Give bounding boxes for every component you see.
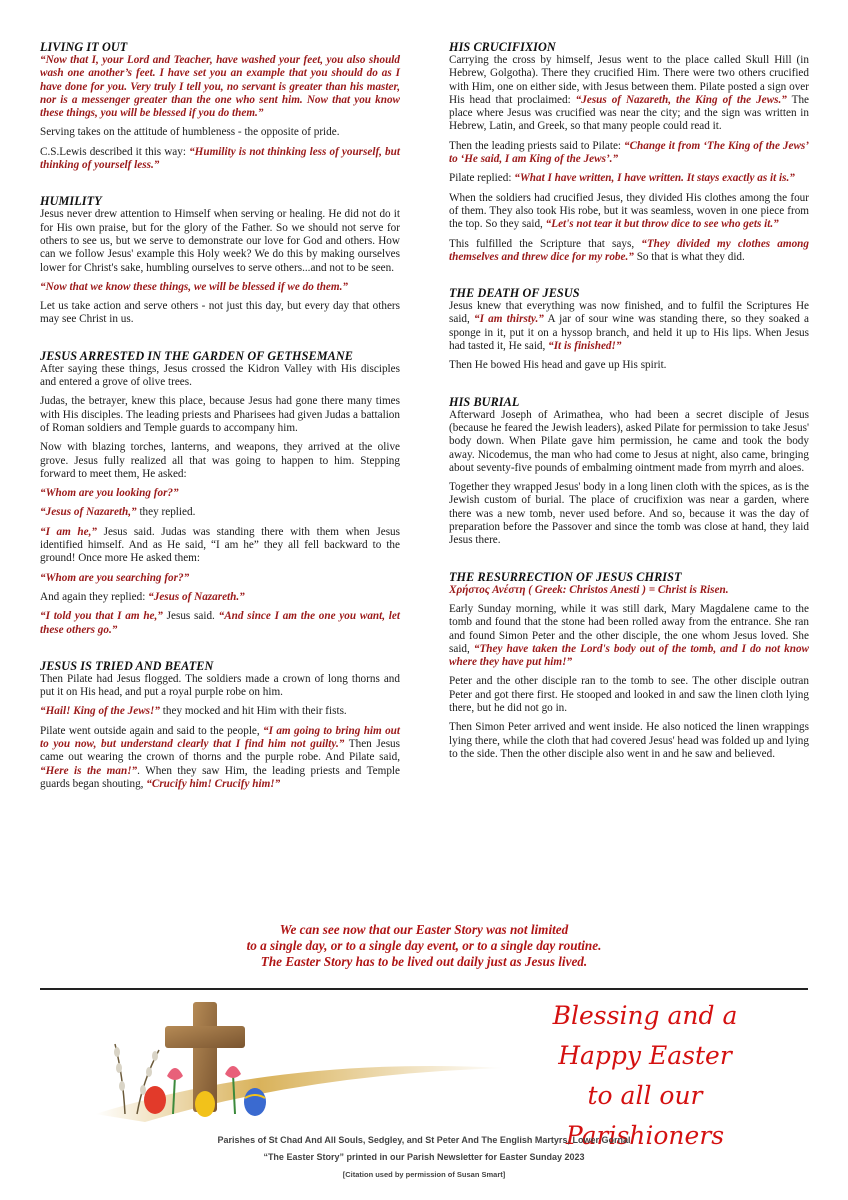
scripture-quote: “Now that I, your Lord and Teacher, have washed your feet, you also should wash one another’s feet. I have set you an example that you should do as I have done for you. Very truly I tell you, no servant is greater than his master, nor is a messenger greater than the one who sent him. Now that you know these things, you will be blessed if you do them.” [40, 54, 400, 120]
paragraph [40, 673, 400, 700]
scripture-quote: “I am thirsty.” [474, 313, 544, 326]
section-title: HIS BURIAL [449, 394, 520, 409]
paragraph [40, 705, 400, 718]
paragraph [40, 208, 400, 274]
scripture-quote: “And since I am the one you want, let these others go.” [40, 610, 400, 636]
text-run: A jar of sour wine was standing there, so they soaked a sponge in it, put it on a hyssop branch, and held it up to His lips. When Jesus had tasted it, He said, [449, 313, 809, 353]
text-run: Peter and the other disciple ran to the tomb to see. The other disciple outran Peter and got there first. He stooped and looked in and saw the linen cloth lying there, but he did not go in. [449, 675, 809, 714]
paragraph [40, 526, 400, 566]
citation-note: [Citation used by permission of Susan Smart] [342, 1170, 506, 1179]
text-run: This fulfilled the Scripture that says, [449, 237, 642, 250]
scripture-quote: “Change it from ‘The King of the Jews’ to ‘He said, I am King of the Jews’.” [449, 139, 809, 166]
section-title: HIS CRUCIFIXION [449, 40, 556, 54]
text-run: After saying these things, Jesus crossed the Kidron Valley with His disciples and entered a grove of olive trees. [40, 362, 400, 389]
paragraph [449, 140, 809, 167]
text-run: C.S.Lewis described it this way: [40, 145, 190, 158]
paragraph [40, 395, 400, 435]
scripture-quote: “I am going to bring him out to you now, but understand clearly that I find him not guilty.” [40, 724, 400, 750]
text-run: And again they replied: [40, 590, 149, 603]
right-column [449, 40, 809, 783]
parish-names: Parishes of St Chad And All Souls, Sedgley, and St Peter And The English Martyrs, Lower Gornal [217, 1135, 631, 1145]
closing-line: We can see now that our Easter Story was not limited [279, 922, 569, 937]
scripture-quote: “Here is the man!” [40, 764, 138, 777]
section [40, 659, 400, 791]
text-run: Jesus knew that everything was now finished, and to fulfil the Scriptures He said, [449, 300, 809, 326]
paragraph [449, 359, 809, 372]
scripture-quote: “I am he,” [40, 525, 98, 538]
paragraph [449, 721, 809, 761]
blessing-line: Blessing and a [552, 1001, 738, 1030]
paragraph [40, 441, 400, 481]
paragraph [449, 584, 809, 597]
scripture-quote: “Now that we know these things, we will be blessed if we do them.” [40, 280, 348, 293]
paragraph [40, 300, 400, 327]
text-run: Then He bowed His head and gave up His spirit. [449, 359, 667, 372]
text-run: Then Simon Peter arrived and went inside. He also noticed the linen wrappings lying there, while the cloth that had covered Jesus' head was folded up and lying to the side. Then the other disciple also went in and he saw and believed. [449, 721, 809, 760]
closing-line: The Easter Story has to be lived out daily just as Jesus lived. [260, 954, 588, 969]
section-title: JESUS IS TRIED AND BEATEN [40, 658, 214, 673]
section [449, 395, 809, 548]
text-run: Jesus said. [162, 610, 219, 623]
paragraph [40, 591, 400, 604]
text-run: Early Sunday morning, while it was still dark, Mary Magdalene came to the tomb and found that the stone had been rolled away from the entrance. She ran and found Simon Peter and the other disciple, the one whom Jesus loved. She said, [449, 602, 809, 655]
scripture-quote: Χρήστος Ανέστη ( Greek: Christos Anesti ) = Christ is Risen. [449, 583, 729, 596]
paragraph [40, 281, 400, 294]
scripture-quote: “Whom are you looking for?” [40, 487, 179, 500]
paragraph [40, 506, 400, 519]
scripture-quote: “I told you that I am he,” [40, 610, 163, 623]
text-run: Let us take action and serve others - not just this day, but every day that others may see Christ in us. [40, 300, 400, 326]
paragraph [449, 603, 809, 669]
text-run: Now with blazing torches, lanterns, and weapons, they arrived at the olive grove. Jesus fully realized all that was going to happen to him. Stepping forward to meet them, He asked: [40, 441, 400, 480]
blessing-line: Happy Easter [558, 1041, 732, 1070]
scripture-quote: “Jesus of Nazareth, the King of the Jews.” [575, 93, 787, 106]
paragraph [40, 487, 400, 500]
text-run: Pilate replied: [449, 172, 515, 185]
section [40, 194, 400, 326]
section-title: LIVING IT OUT [40, 40, 128, 54]
paragraph [40, 725, 400, 791]
text-run: Then the leading priests said to Pilate: [449, 139, 624, 152]
paragraph [40, 146, 400, 173]
paragraph [40, 572, 400, 585]
section-title: JESUS ARRESTED IN THE GARDEN OF GETHSEMANE [40, 348, 354, 363]
paragraph [449, 238, 809, 265]
text-run: . When they saw Him, the leading priests and Temple guards began shouting, [40, 764, 400, 790]
text-run: Together they wrapped Jesus' body in a long linen cloth with the spices, as is the Jewish custom of burial. The place of crucifixion was near a garden, where there was a new tomb, never used before. And so, because it was the day of preparation before the Passover and since the tomb was close at hand, they laid Jesus there. [449, 481, 809, 547]
blessing-line: to all our Parishioners [565, 1081, 725, 1150]
paragraph [40, 610, 400, 637]
section [449, 286, 809, 372]
section [40, 349, 400, 637]
text-run: Jesus said. Judas was standing there with them when Jesus identified himself. And as He said, “I am he” they all fell backward to the ground! Once more He asked them: [40, 525, 400, 565]
text-run: Carrying the cross by himself, Jesus went to the place called Skull Hill (in Hebrew, Golgotha). There they crucified Him. There were two others crucified with Him, one on either side, with Jesus between them. Pilate posted a sign over His head that proclaimed: [449, 54, 809, 106]
text-run: they mocked and hit Him with their fists. [159, 705, 347, 718]
closing-line: to a single day, or to a single day event, or to a single day routine. [246, 938, 602, 953]
paragraph [449, 675, 809, 715]
easter-illustration [85, 996, 505, 1126]
paragraph [449, 172, 809, 185]
scripture-quote: “Jesus of Nazareth.” [148, 590, 245, 603]
section-title: THE DEATH OF JESUS [449, 286, 580, 301]
section-title: HUMILITY [40, 194, 102, 209]
paragraph [40, 363, 400, 390]
paragraph [449, 409, 809, 475]
scripture-quote: “They divided my clothes among themselves and threw dice for my robe.” [449, 237, 809, 263]
scripture-quote: “Crucify him! Crucify him!” [146, 777, 281, 790]
scripture-quote: “Whom are you searching for?” [40, 571, 190, 584]
section [449, 570, 809, 762]
left-column [40, 40, 400, 813]
paragraph [449, 192, 809, 232]
scripture-quote: “What I have written, I have written. It stays exactly as it is.” [514, 172, 795, 185]
scripture-quote: “Jesus of Nazareth,” [40, 506, 137, 519]
scripture-quote: “They have taken the Lord's body out of the tomb, and I do not know where they have put him!” [449, 642, 809, 669]
paragraph [449, 481, 809, 547]
section [40, 40, 400, 172]
scripture-quote: “Let's not tear it but throw dice to see who gets it.” [545, 218, 779, 231]
text-run: The place where Jesus was crucified was near the city; and the sign was written in Hebrew, Latin, and Greek, so that many people could read it. [449, 93, 809, 133]
paragraph [40, 54, 400, 120]
scripture-quote: “Hail! King of the Jews!” [40, 705, 160, 718]
paragraph [449, 54, 809, 134]
closing-message [0, 922, 848, 970]
text-run: Pilate went outside again and said to the people, [40, 724, 264, 737]
text-run: Serving takes on the attitude of humbleness - the opposite of pride. [40, 126, 340, 139]
text-run: When the soldiers had crucified Jesus, they divided His clothes among the four of them. They also took His robe, but it was seamless, woven in one piece from the top. So they said, [449, 191, 809, 231]
text-run: Then Pilate had Jesus flogged. The soldiers made a crown of long thorns and put it on His head, and put a royal purple robe on him. [40, 672, 400, 699]
text-run: Afterward Joseph of Arimathea, who had been a secret disciple of Jesus (because he feared the Jewish leaders), asked Pilate for permission to take Jesus' body down. When Pilate gave him permission, he came and took the body away. Nicodemus, the man who had come to Jesus at night, also came, bringing about seventy-five pounds of embalming ointment made from myrrh and aloes. [449, 408, 809, 474]
text-run: Judas, the betrayer, knew this place, because Jesus had gone there many times with His disciples. The leading priests and Pharisees had given Judas a battalion of Roman soldiers and Temple guards to accompany him. [40, 395, 400, 434]
text-run: So that is what they did. [633, 250, 745, 263]
section [449, 40, 809, 264]
section-title: THE RESURRECTION OF JESUS CHRIST [449, 569, 682, 584]
newsletter-credit: “The Easter Story” printed in our Parish Newsletter for Easter Sunday 2023 [263, 1152, 585, 1162]
divider [40, 988, 808, 990]
easter-blessing [505, 996, 785, 1156]
text-run: Then Jesus came out wearing the crown of thorns and the purple robe. And Pilate said, [40, 737, 401, 764]
paragraph [40, 126, 400, 139]
paragraph [449, 300, 809, 353]
text-run: they replied. [136, 506, 196, 519]
text-run: Jesus never drew attention to Himself when serving or healing. He did not do it for His own praise, but for the glory of the Father. So we should not serve for others to see us, but we serve to demonstrate our love for God and others. How can we follow Jesus' example this Holy week? We do this by making ourselves lower for Christ's sake, humbling ourselves to serve others...and not to be seen. [40, 208, 400, 274]
scripture-quote: “Humility is not thinking less of yourself, but thinking of yourself less.” [40, 145, 400, 172]
scripture-quote: “It is finished!” [548, 340, 622, 353]
